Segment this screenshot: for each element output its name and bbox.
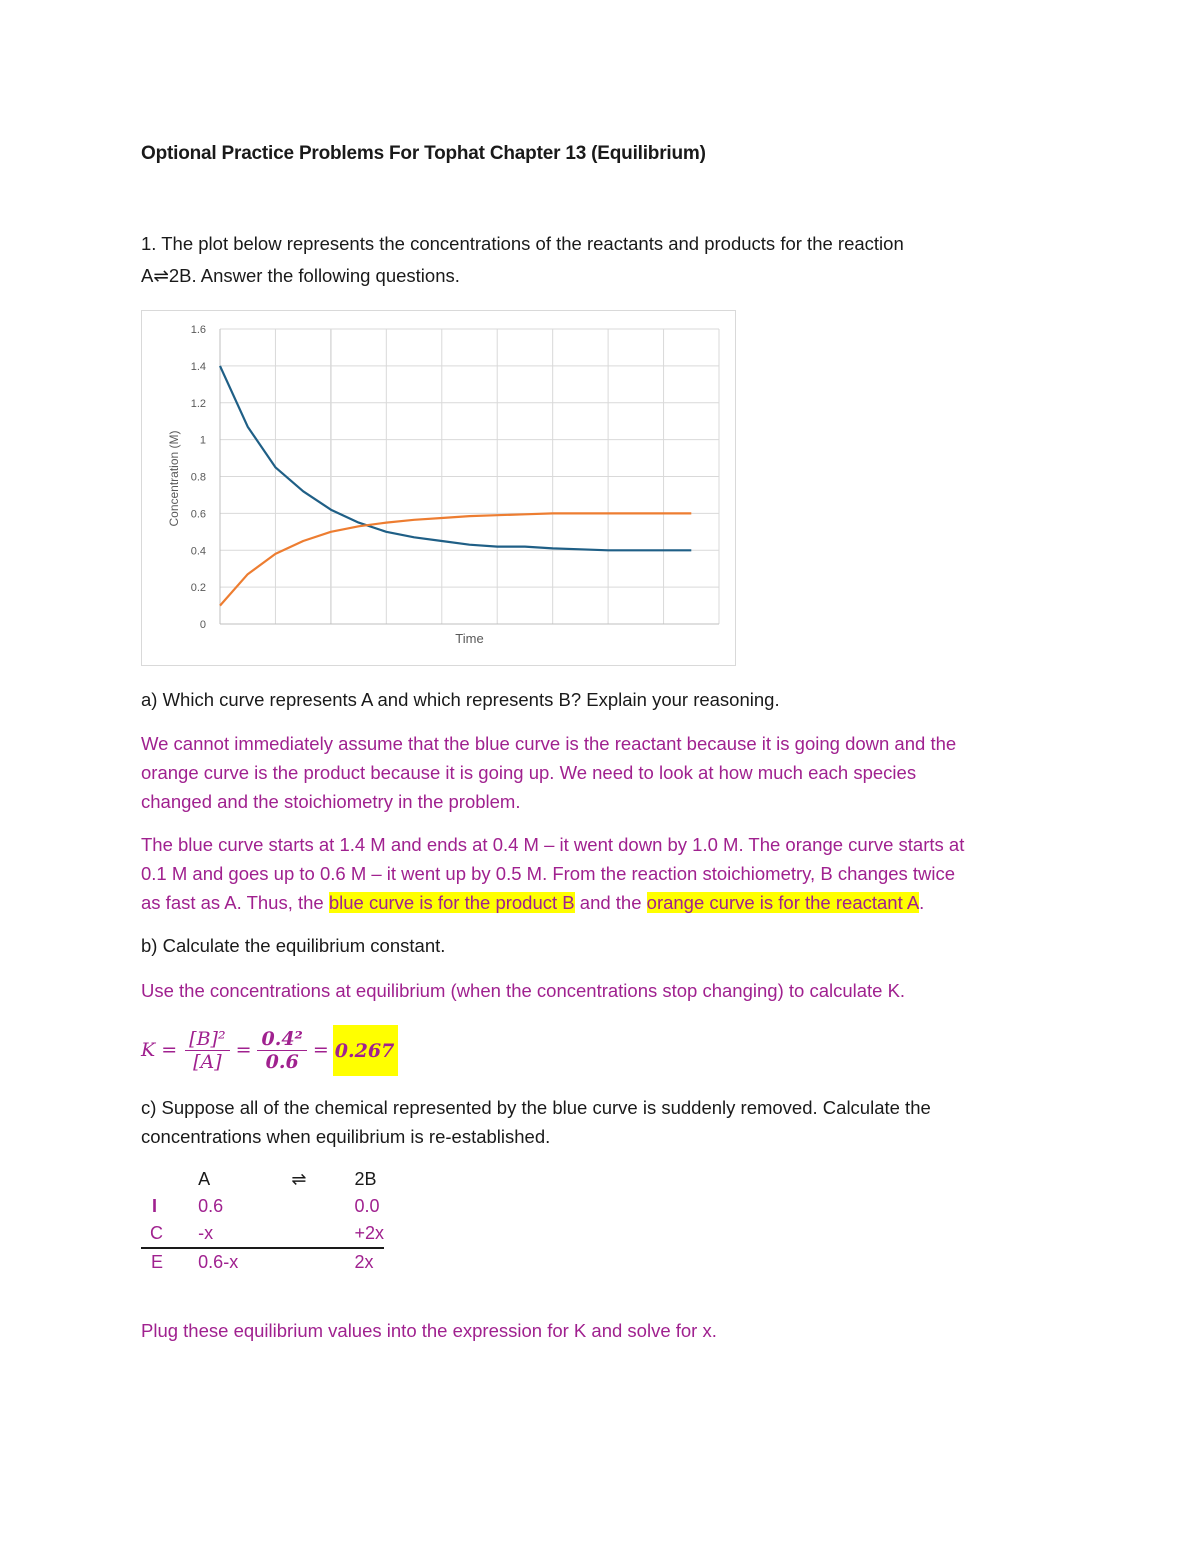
part-c-question-line-1: c) Suppose all of the chemical represented by the blue curve is suddenly removed. Calculate the [141,1097,931,1118]
answer-text: . [919,892,925,913]
part-a-answer-1-line-3: changed and the stoichiometry in the problem. [141,791,521,812]
ice-cell [273,1248,354,1276]
ice-row-label: C [150,1223,163,1243]
part-b-question: b) Calculate the equilibrium constant. [141,935,446,956]
ice-row-label: E [151,1252,164,1272]
part-a-answer-1-line-1: We cannot immediately assume that the blue curve is the reactant because it is going down and the [141,733,957,754]
part-a-question: a) Which curve represents A and which represents B? Explain your reasoning. [141,689,780,710]
part-a-answer-1-line-2: orange curve is the product because it is going up. We need to look at how much each species [141,762,917,783]
question-1-line-2: A⇌2B. Answer the following questions. [141,265,460,286]
concentration-chart [141,310,736,666]
y-tick-label: 1 [199,434,206,447]
ice-cell: 0.0 [354,1196,380,1216]
y-tick-label: 0.8 [190,471,206,484]
ice-cell: 2B [354,1169,377,1189]
ice-cell: 0.6 [198,1196,224,1216]
y-tick-label: 0.6 [190,508,206,521]
ice-row-initial [141,1193,384,1220]
fraction-numerator: [B]² [185,1028,229,1051]
series-line-blue [220,366,691,550]
fraction-numerator: 0.4² [257,1028,306,1051]
x-axis-label: Time [455,631,484,646]
ice-row-equilibrium [141,1248,384,1276]
y-tick-label: 0.4 [190,545,206,558]
ice-cell: -x [198,1223,214,1243]
k-result-highlight: 0.267 [333,1025,399,1076]
chart-svg [142,311,737,667]
part-a-answer-2-line-2: 0.1 M and goes up to 0.6 M – it went up by 0.5 M. From the reaction stoichiometry, B changes twice [141,863,956,884]
part-a-answer-2-line-3 [141,888,924,917]
ice-cell: ⇌ [291,1169,307,1189]
series-line-orange [220,513,691,605]
answer-text: as fast as A. Thus, the [141,892,329,913]
equals-sign: = [312,1039,329,1061]
ice-cell [273,1220,354,1248]
answer-text: and the [574,892,647,913]
y-tick-label: 1.2 [190,397,206,410]
highlight-orange-curve-reactant: orange curve is for the reactant A [646,892,920,913]
ice-table [141,1166,384,1276]
ice-cell [273,1193,354,1220]
page-title: Optional Practice Problems For Tophat Chapter 13 (Equilibrium) [141,143,706,164]
y-tick-label: 0.2 [190,582,206,595]
ice-row-change [141,1220,384,1248]
ice-cell [141,1166,176,1193]
fraction-denominator: [A] [193,1050,222,1073]
y-axis-label: Concentration (M) [167,430,181,527]
fraction-denominator: 0.6 [265,1050,299,1073]
ice-cell: +2x [354,1223,384,1243]
ice-cell: 0.6-x [198,1252,239,1272]
ice-header-row [141,1166,384,1193]
k-equation [141,1022,398,1078]
ice-cell: A [198,1169,211,1189]
y-tick-label: 0 [199,619,206,631]
highlight-blue-curve-product: blue curve is for the product B [328,892,575,913]
question-1-line-1: 1. The plot below represents the concentrations of the reactants and products for the reaction [141,233,904,254]
equals-sign: = [235,1039,252,1061]
part-a-answer-2-line-1: The blue curve starts at 1.4 M and ends at 0.4 M – it went down by 1.0 M. The orange curve starts at [141,834,965,855]
ice-table-grid [141,1166,384,1276]
y-tick-label: 1.6 [190,324,206,336]
ice-cell: 2x [354,1252,374,1272]
part-c-answer: Plug these equilibrium values into the expression for K and solve for x. [141,1320,717,1341]
part-c-question-line-2: concentrations when equilibrium is re-established. [141,1126,551,1147]
part-b-answer: Use the concentrations at equilibrium (when the concentrations stop changing) to calculate K. [141,980,906,1001]
fraction-values [257,1028,306,1073]
y-tick-label: 1.4 [190,360,206,373]
fraction-b-over-a [185,1028,229,1073]
ice-row-label: I [152,1196,158,1216]
k-symbol: K = [141,1039,178,1061]
